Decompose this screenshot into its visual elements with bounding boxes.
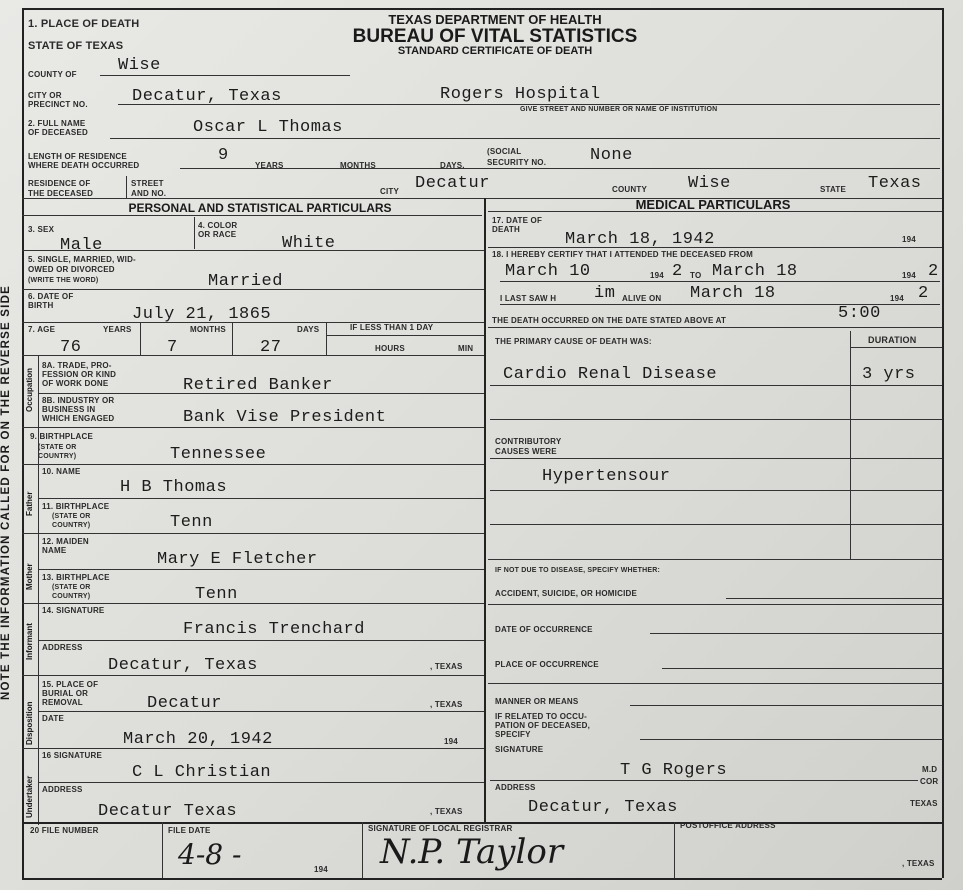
physician-texas: TEXAS [910, 799, 938, 808]
burial-label-3: REMOVAL [42, 698, 83, 707]
bureau-title: BUREAU OF VITAL STATISTICS [352, 26, 638, 47]
accident-label: ACCIDENT, SUICIDE, OR HOMICIDE [495, 589, 638, 598]
industry-value: Bank Vise President [183, 408, 387, 427]
birthplace-label-1: 9. BIRTHPLACE [30, 432, 94, 441]
disposition-tag: Disposition [25, 701, 34, 745]
attend-to-value: March 18 [712, 262, 798, 281]
alive-year-value: 2 [918, 284, 929, 303]
death-occurred-label: THE DEATH OCCURRED ON THE DATE STATED ABOVE AT [492, 316, 727, 325]
from-year-value: 2 [672, 262, 683, 281]
full-name-label-2: OF DECEASED [28, 128, 88, 137]
burial-label-2: BURIAL OR [42, 689, 89, 698]
last-saw-label: I LAST SAW H [500, 294, 557, 303]
color-label-2: OR RACE [198, 230, 237, 239]
side-note: NOTE THE INFORMATION CALLED FOR ON THE REVERSE SIDE [0, 285, 12, 700]
father-tag: Father [25, 491, 34, 516]
birthplace-value: Tennessee [170, 445, 267, 464]
age-years-label: YEARS [103, 325, 132, 334]
maiden-label-1: 12. MAIDEN [42, 537, 89, 546]
res-city-label: CITY [380, 187, 400, 196]
undertaker-tag: Undertaker [25, 775, 34, 818]
race-value: White [282, 234, 336, 253]
trade-label-1: 8A. TRADE, PRO- [42, 361, 112, 370]
not-due-label: IF NOT DUE TO DISEASE, SPECIFY WHETHER: [495, 567, 661, 574]
trade-value: Retired Banker [183, 376, 333, 395]
age-months-label: MONTHS [190, 325, 226, 334]
primary-cause-value: Cardio Renal Disease [503, 365, 718, 384]
county-of-label: COUNTY OF [28, 70, 77, 79]
physician-signature-label: SIGNATURE [495, 745, 544, 754]
informant-tag: Informant [25, 623, 34, 660]
city-label-2: PRECINCT NO. [28, 100, 88, 109]
burial-place-value: Decatur [147, 694, 222, 713]
registrar-label: SIGNATURE OF LOCAL REGISTRAR [368, 824, 513, 833]
date-death-label-2: DEATH [492, 225, 520, 234]
birthplace-label-3: COUNTRY) [38, 453, 77, 460]
burial-date-label: DATE [42, 714, 64, 723]
to-year-label: 194 [902, 271, 916, 280]
duration-label: DURATION [868, 335, 917, 345]
father-birthplace-value: Tenn [170, 513, 213, 532]
physician-address-value: Decatur, Texas [528, 798, 678, 817]
informant-value: Francis Trenchard [183, 620, 365, 639]
mother-country: COUNTRY) [52, 593, 91, 600]
father-birthplace-label: 11. BIRTHPLACE [42, 502, 110, 511]
physician-value: T G Rogers [620, 761, 728, 780]
full-name-value: Oscar L Thomas [193, 118, 343, 137]
certificate-title: STANDARD CERTIFICATE OF DEATH [397, 45, 593, 57]
duration-value: 3 yrs [862, 365, 916, 384]
industry-label-1: 8B. INDUSTRY OR [42, 396, 115, 405]
postoffice-label: POSTOFFICE ADDRESS [680, 821, 776, 830]
hours-label: HOURS [375, 344, 405, 353]
to-year-value: 2 [928, 262, 939, 281]
date-occurrence-label: DATE OF OCCURRENCE [495, 625, 593, 634]
burial-year-label: 194 [444, 737, 458, 746]
social-label-1: (SOCIAL [487, 147, 522, 156]
street-label-1: STREET [131, 179, 164, 188]
place-occurrence-label: PLACE OF OCCURRENCE [495, 660, 599, 669]
industry-label-3: WHICH ENGAGED [42, 414, 115, 423]
father-name-label: 10. NAME [42, 467, 81, 476]
from-year-label: 194 [650, 271, 664, 280]
street-label-2: AND NO. [131, 189, 167, 198]
marital-value: Married [208, 272, 283, 291]
days-label: DAYS. [440, 161, 465, 170]
age-years-value: 76 [60, 338, 82, 357]
residence-label-1: RESIDENCE OF [28, 179, 91, 188]
age-months-value: 7 [167, 338, 178, 357]
mother-birthplace-value: Tenn [195, 585, 238, 604]
age-days-value: 27 [260, 338, 282, 357]
registrar-signature: N.P. Taylor [380, 832, 564, 872]
file-date-label: FILE DATE [168, 826, 211, 835]
months-label: MONTHS [340, 161, 376, 170]
street-instruction: GIVE STREET AND NUMBER OR NAME OF INSTITUTION [520, 106, 718, 113]
to-label: TO [690, 271, 702, 280]
alive-on-label: ALIVE ON [622, 294, 662, 303]
min-label: MIN [458, 344, 474, 353]
contrib-label-1: CONTRIBUTORY [495, 437, 562, 446]
alive-year-label: 194 [890, 294, 904, 303]
single-label-2: OWED OR DIVORCED [28, 265, 115, 274]
file-number-label: 20 FILE NUMBER [30, 826, 99, 835]
manner-label: MANNER OR MEANS [495, 697, 579, 706]
undertaker-address-value: Decatur Texas [98, 802, 238, 821]
residence-label-2: THE DECEASED [28, 189, 94, 198]
res-city-value: Decatur [415, 174, 490, 193]
date-death-value: March 18, 1942 [565, 230, 715, 249]
postoffice-texas: , TEXAS [902, 859, 935, 868]
dob-label-2: BIRTH [28, 301, 54, 310]
length-label-2: WHERE DEATH OCCURRED [28, 161, 140, 170]
physician-address-label: ADDRESS [495, 783, 536, 792]
cor-label: COR [920, 777, 939, 786]
res-state-value: Texas [868, 174, 922, 193]
institution-value: Rogers Hospital [440, 85, 601, 104]
res-county-value: Wise [688, 174, 731, 193]
dob-value: July 21, 1865 [132, 305, 272, 324]
state-of-texas-label: STATE OF TEXAS [28, 40, 124, 52]
burial-label-1: 15. PLACE OF [42, 680, 99, 689]
mother-birthplace-label: 13. BIRTHPLACE [42, 573, 110, 582]
related-label-2: PATION OF DECEASED, [495, 721, 591, 730]
trade-label-3: OF WORK DONE [42, 379, 109, 388]
dob-label-1: 6. DATE OF [28, 292, 74, 301]
social-value: None [590, 146, 633, 165]
contributory-value: Hypertensour [542, 467, 671, 486]
sex-value: Male [60, 236, 103, 255]
residence-years-value: 9 [218, 146, 229, 165]
time-value: 5:00 [838, 304, 881, 323]
dept-title: TEXAS DEPARTMENT OF HEALTH [388, 12, 602, 27]
related-label-3: SPECIFY [495, 730, 531, 739]
city-label-1: CITY OR [28, 91, 62, 100]
certify-label: 18. I HEREBY CERTIFY THAT I ATTENDED THE DECEASED FROM [492, 250, 754, 259]
informant-sig-label: 14. SIGNATURE [42, 606, 105, 615]
burial-date-value: March 20, 1942 [123, 730, 273, 749]
occupation-tag: Occupation [25, 367, 34, 412]
date-death-label-1: 17. DATE OF [492, 216, 543, 225]
undertaker-address-label: ADDRESS [42, 785, 83, 794]
contrib-label-2: CAUSES WERE [495, 447, 557, 456]
county-value: Wise [118, 56, 161, 75]
age-label: 7. AGE [28, 325, 56, 334]
age-days-label: DAYS [297, 325, 320, 334]
date-death-year: 194 [902, 235, 916, 244]
mother-tag: Mother [25, 563, 34, 590]
color-label-1: 4. COLOR [198, 221, 238, 230]
single-label-1: 5. SINGLE, MARRIED, WID- [28, 255, 136, 264]
industry-label-2: BUSINESS IN [42, 405, 96, 414]
personal-header: PERSONAL AND STATISTICAL PARTICULARS [128, 201, 392, 215]
mother-name-value: Mary E Fletcher [157, 550, 318, 569]
single-label-3: (WRITE THE WORD) [28, 277, 99, 284]
father-state-or: (STATE OR [52, 513, 91, 520]
full-name-label-1: 2. FULL NAME [28, 119, 86, 128]
related-label-1: IF RELATED TO OCCU- [495, 712, 587, 721]
sex-label: 3. SEX [28, 225, 55, 234]
informant-texas: , TEXAS [430, 662, 463, 671]
md-label: M.D [922, 765, 938, 774]
medical-header: MEDICAL PARTICULARS [635, 197, 791, 212]
burial-texas: , TEXAS [430, 700, 463, 709]
file-date-value: 4-8 - [178, 838, 242, 871]
mother-state-or: (STATE OR [52, 584, 91, 591]
undertaker-texas: , TEXAS [430, 807, 463, 816]
father-country: COUNTRY) [52, 522, 91, 529]
trade-label-2: FESSION OR KIND [42, 370, 117, 379]
birthplace-label-2: (STATE OR [38, 444, 77, 451]
father-name-value: H B Thomas [120, 478, 228, 497]
res-county-label: COUNTY [612, 185, 647, 194]
maiden-label-2: NAME [42, 546, 67, 555]
alive-on-value: March 18 [690, 284, 776, 303]
place-of-death-label: 1. PLACE OF DEATH [28, 18, 140, 30]
file-year-label: 194 [314, 865, 328, 874]
less-day-label: IF LESS THAN 1 DAY [350, 323, 434, 332]
length-label-1: LENGTH OF RESIDENCE [28, 152, 127, 161]
years-label: YEARS [255, 161, 284, 170]
last-saw-value: im [594, 284, 616, 303]
attend-from-value: March 10 [505, 262, 591, 281]
social-label-2: SECURITY NO. [487, 158, 547, 167]
city-value: Decatur, Texas [132, 87, 282, 106]
undertaker-sig-label: 16 SIGNATURE [42, 751, 103, 760]
informant-address-value: Decatur, Texas [108, 656, 258, 675]
res-state-label: STATE [820, 185, 847, 194]
primary-cause-label: THE PRIMARY CAUSE OF DEATH WAS: [495, 337, 652, 346]
undertaker-value: C L Christian [132, 763, 272, 782]
informant-address-label: ADDRESS [42, 643, 83, 652]
